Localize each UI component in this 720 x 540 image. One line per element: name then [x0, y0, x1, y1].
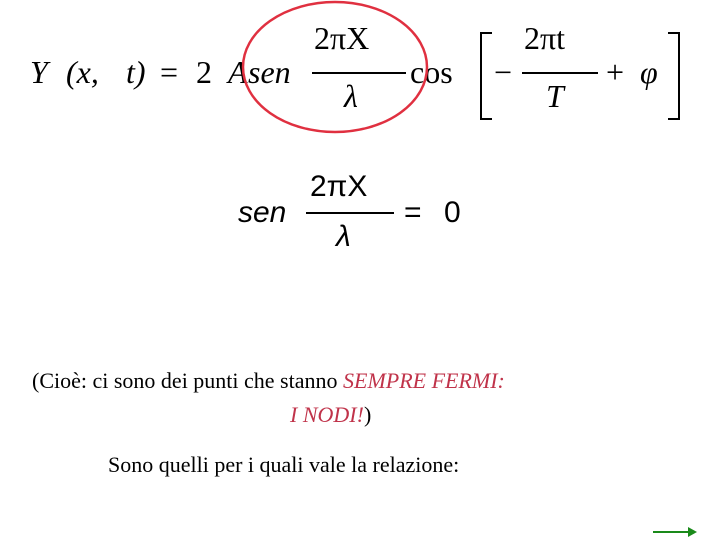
spatial-numerator: 2πX — [314, 20, 370, 56]
condition-numerator: 2πX — [310, 170, 368, 203]
condition-denominator: λ — [336, 220, 351, 253]
emphasis-sempre-fermi: SEMPRE FERMI: — [343, 368, 505, 393]
note-text: (Cioè: ci sono dei punti che stanno — [32, 368, 343, 393]
time-denominator: T — [546, 78, 564, 114]
minus-sign: − — [494, 54, 513, 90]
spatial-denominator: λ — [344, 78, 358, 114]
amplitude: A — [228, 54, 248, 90]
time-numerator: 2πt — [524, 20, 566, 56]
note-line-2 — [290, 402, 371, 428]
lhs-args-close: t) — [126, 54, 146, 90]
emphasis-nodi: I NODI! — [290, 402, 364, 427]
coefficient: 2 — [196, 54, 212, 90]
condition-fraction-bar — [306, 212, 394, 214]
relation-text: Sono quelli per i quali vale la relazione: — [108, 452, 460, 477]
note-line-1 — [32, 368, 505, 394]
plus-sign: + — [606, 54, 625, 90]
condition-value: 0 — [444, 196, 461, 229]
arrow-right-icon[interactable] — [652, 526, 698, 538]
cosine-function: cos — [410, 54, 453, 90]
sine-function: sen — [248, 54, 291, 90]
lhs-function: Y — [30, 54, 48, 90]
phase: φ — [640, 54, 658, 90]
note-close-paren: ) — [363, 402, 372, 427]
equals-sign: = — [160, 54, 179, 90]
lhs-args-open: (x, — [66, 54, 99, 90]
condition-equals-sign: = — [404, 196, 422, 229]
condition-sine-function: sen — [238, 196, 287, 229]
